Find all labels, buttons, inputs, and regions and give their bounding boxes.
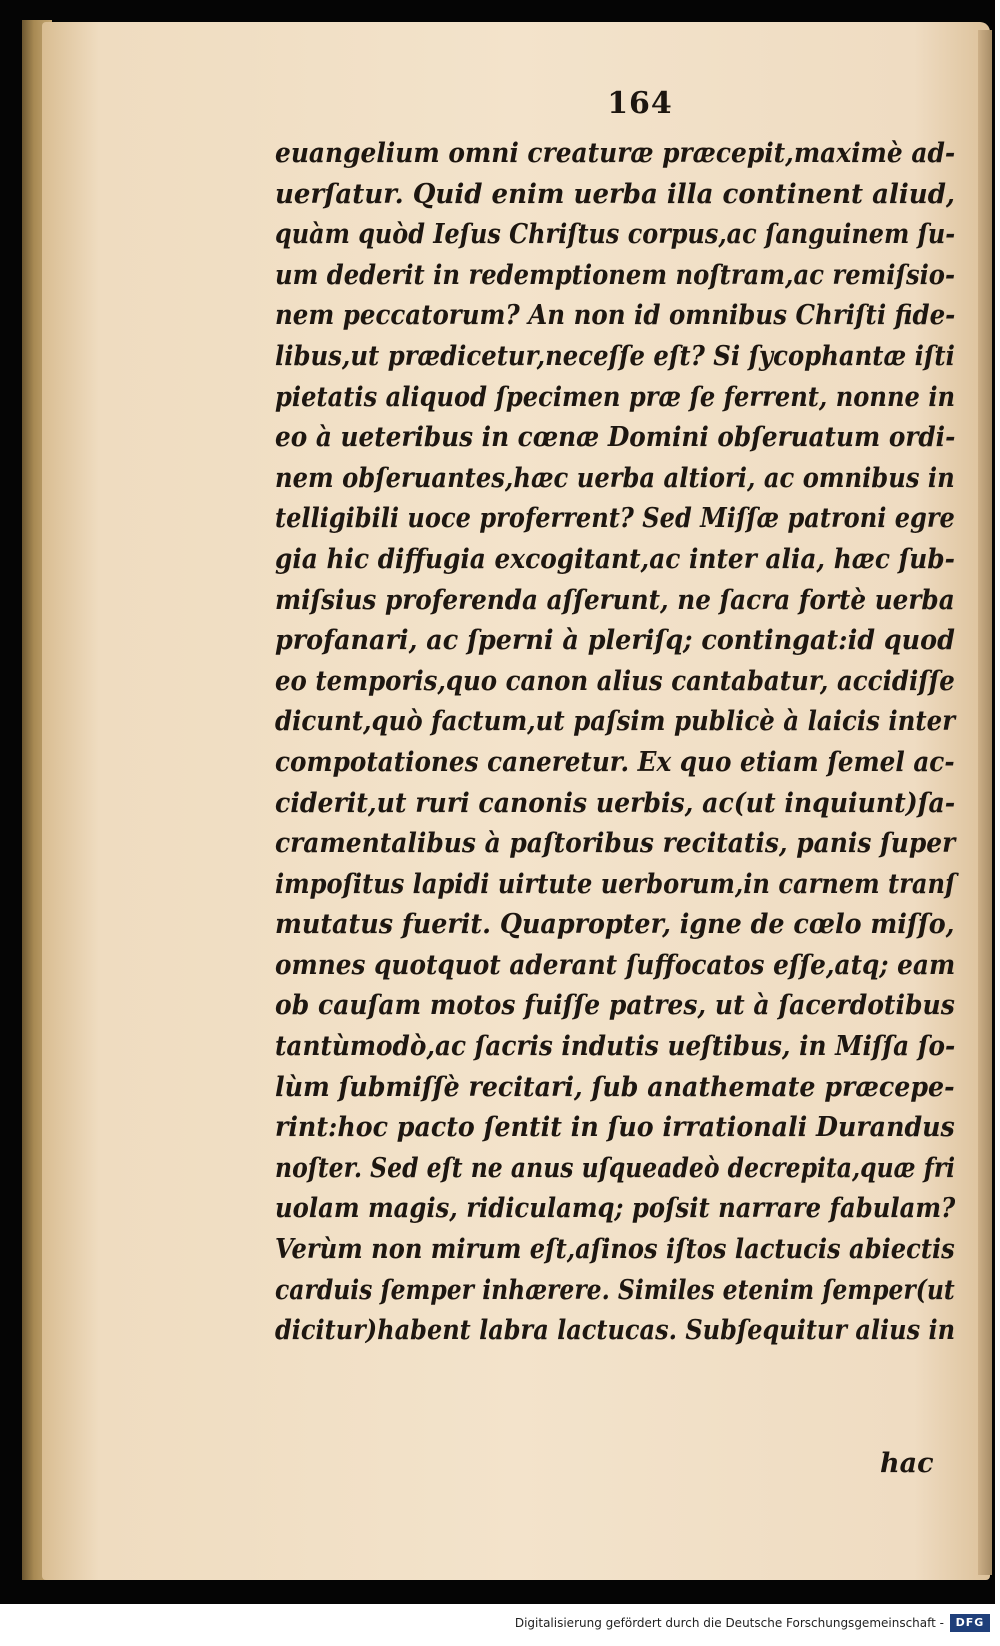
text-line: Verùm non mirum eſt,aſinos iſtos lactucis abiectis — [275, 1234, 955, 1266]
text-line: nem obſeruantes,hæc uerba altiori, ac omnibus in — [275, 462, 955, 494]
text-line: gia hic diffugia excogitant,ac inter alia, hæc ſub- — [275, 543, 955, 575]
text-line: nem peccatorum? An non id omnibus Chriſti fide- — [275, 300, 956, 332]
text-line: compotationes caneretur. Ex quo etiam ſemel ac- — [275, 746, 955, 778]
footer-bar — [0, 1604, 1000, 1646]
text-line: uolam magis, ridiculamq; poſsit narrare fabulam? — [275, 1193, 956, 1225]
text-line: ciderit,ut ruri canonis uerbis, ac(ut inquiunt)ſa- — [275, 787, 956, 819]
text-line: ob cauſam motos fuiſſe patres, ut à ſacerdotibus — [275, 990, 955, 1022]
text-line: noſter. Sed eſt ne anus uſqueadeò decrepita,quæ fri — [275, 1152, 956, 1184]
text-line: quàm quòd Ieſus Chriſtus corpus,ac ſanguinem ſu- — [275, 219, 956, 251]
text-line: euangelium omni creaturæ præcepit,maximè ad- — [275, 138, 956, 169]
text-line: omnes quotquot aderant ſuffocatos eſſe,atq; eam — [275, 949, 956, 981]
footer-credit-text: Digitalisierung gefördert durch die Deutsche Forschungsgemeinschaft - — [514, 1616, 944, 1630]
text-line: eo temporis,quo canon alius cantabatur, accidiſſe — [275, 665, 955, 697]
text-line: lùm ſubmiſſè recitari, ſub anathemate præcepe- — [275, 1071, 955, 1103]
text-line: pietatis aliquod ſpecimen præ ſe ferrent, nonne in — [275, 381, 956, 413]
text-line: miſsius proferenda aſſerunt, ne ſacra fortè uerba — [275, 584, 955, 616]
text-line: impoſitus lapidi uirtute uerborum,in carnem tranſ — [275, 868, 956, 900]
dfg-logo: DFG — [950, 1614, 990, 1632]
catchword: hac — [880, 1448, 934, 1479]
text-line: dicitur)habent labra lactucas. Subſequitur alius in — [275, 1315, 956, 1347]
text-line: carduis ſemper inhærere. Similes etenim ſemper(ut — [275, 1274, 955, 1306]
text-line: dicunt,quò factum,ut paſsim publicè à laicis inter — [275, 706, 956, 738]
body-text — [275, 134, 955, 1352]
text-line: profanari, ac ſperni à pleriſq; contingat:id quod — [275, 625, 955, 657]
text-line: rint:hoc pacto ſentit in ſuo irrationali Durandus — [275, 1112, 955, 1144]
page-number: 164 — [607, 86, 673, 121]
text-line: libus,ut prædicetur,neceſſe eſt? Si ſycophantæ iſti — [275, 340, 955, 372]
text-line: um dederit in redemptionem noſtram,ac remiſsio- — [275, 259, 956, 291]
text-line: cramentalibus à paſtoribus recitatis, panis ſuper — [275, 828, 956, 860]
text-line: eo à ueteribus in cœnæ Domini obſeruatum ordi- — [275, 422, 956, 454]
text-line: mutatus fuerit. Quapropter, igne de cœlo miſſo, — [275, 909, 955, 941]
page-right-edge — [978, 30, 992, 1575]
text-line: tantùmodò,ac ſacris indutis ueſtibus, in Miſſa ſo- — [275, 1031, 956, 1063]
text-line: telligibili uoce proferrent? Sed Miſſæ patroni egre — [275, 503, 955, 535]
text-line: uerſatur. Quid enim uerba illa continent aliud, — [275, 178, 956, 210]
